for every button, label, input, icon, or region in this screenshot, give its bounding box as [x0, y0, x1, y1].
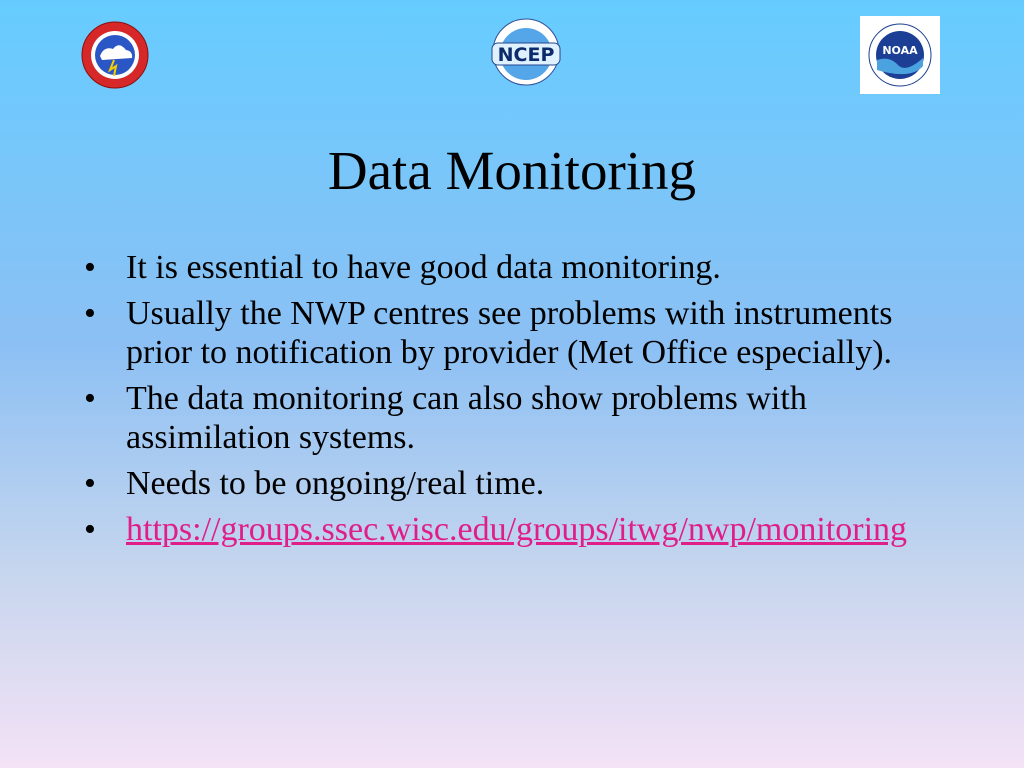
bullet-list — [80, 248, 960, 556]
bullet-text: It is essential to have good data monitoring. — [126, 249, 721, 286]
bullet-icon: • — [84, 465, 96, 502]
bullet-icon: • — [84, 511, 96, 548]
ncep-logo-text: NCEP — [497, 44, 555, 66]
bullet-item — [80, 294, 960, 372]
slide-title: Data Monitoring — [327, 140, 697, 201]
bullet-item — [80, 248, 960, 287]
ncep-logo — [466, 14, 586, 86]
nws-logo — [76, 20, 154, 90]
noaa-logo — [860, 16, 940, 94]
bullet-item — [80, 464, 960, 503]
bullet-icon: • — [84, 295, 96, 332]
bullet-icon: • — [84, 380, 96, 417]
bullet-text: Needs to be ongoing/real time. — [126, 465, 545, 502]
bullet-item — [80, 379, 960, 457]
bullet-item — [80, 510, 960, 549]
noaa-logo-text: NOAA — [882, 44, 918, 57]
bullet-text: Usually the NWP centres see problems with instruments prior to notification by provider (Met Office especially). — [126, 295, 893, 371]
bullet-icon: • — [84, 249, 96, 286]
monitoring-link[interactable]: https://groups.ssec.wisc.edu/groups/itwg/nwp/monitoring — [126, 511, 908, 548]
bullet-text: The data monitoring can also show problems with assimilation systems. — [126, 380, 807, 456]
